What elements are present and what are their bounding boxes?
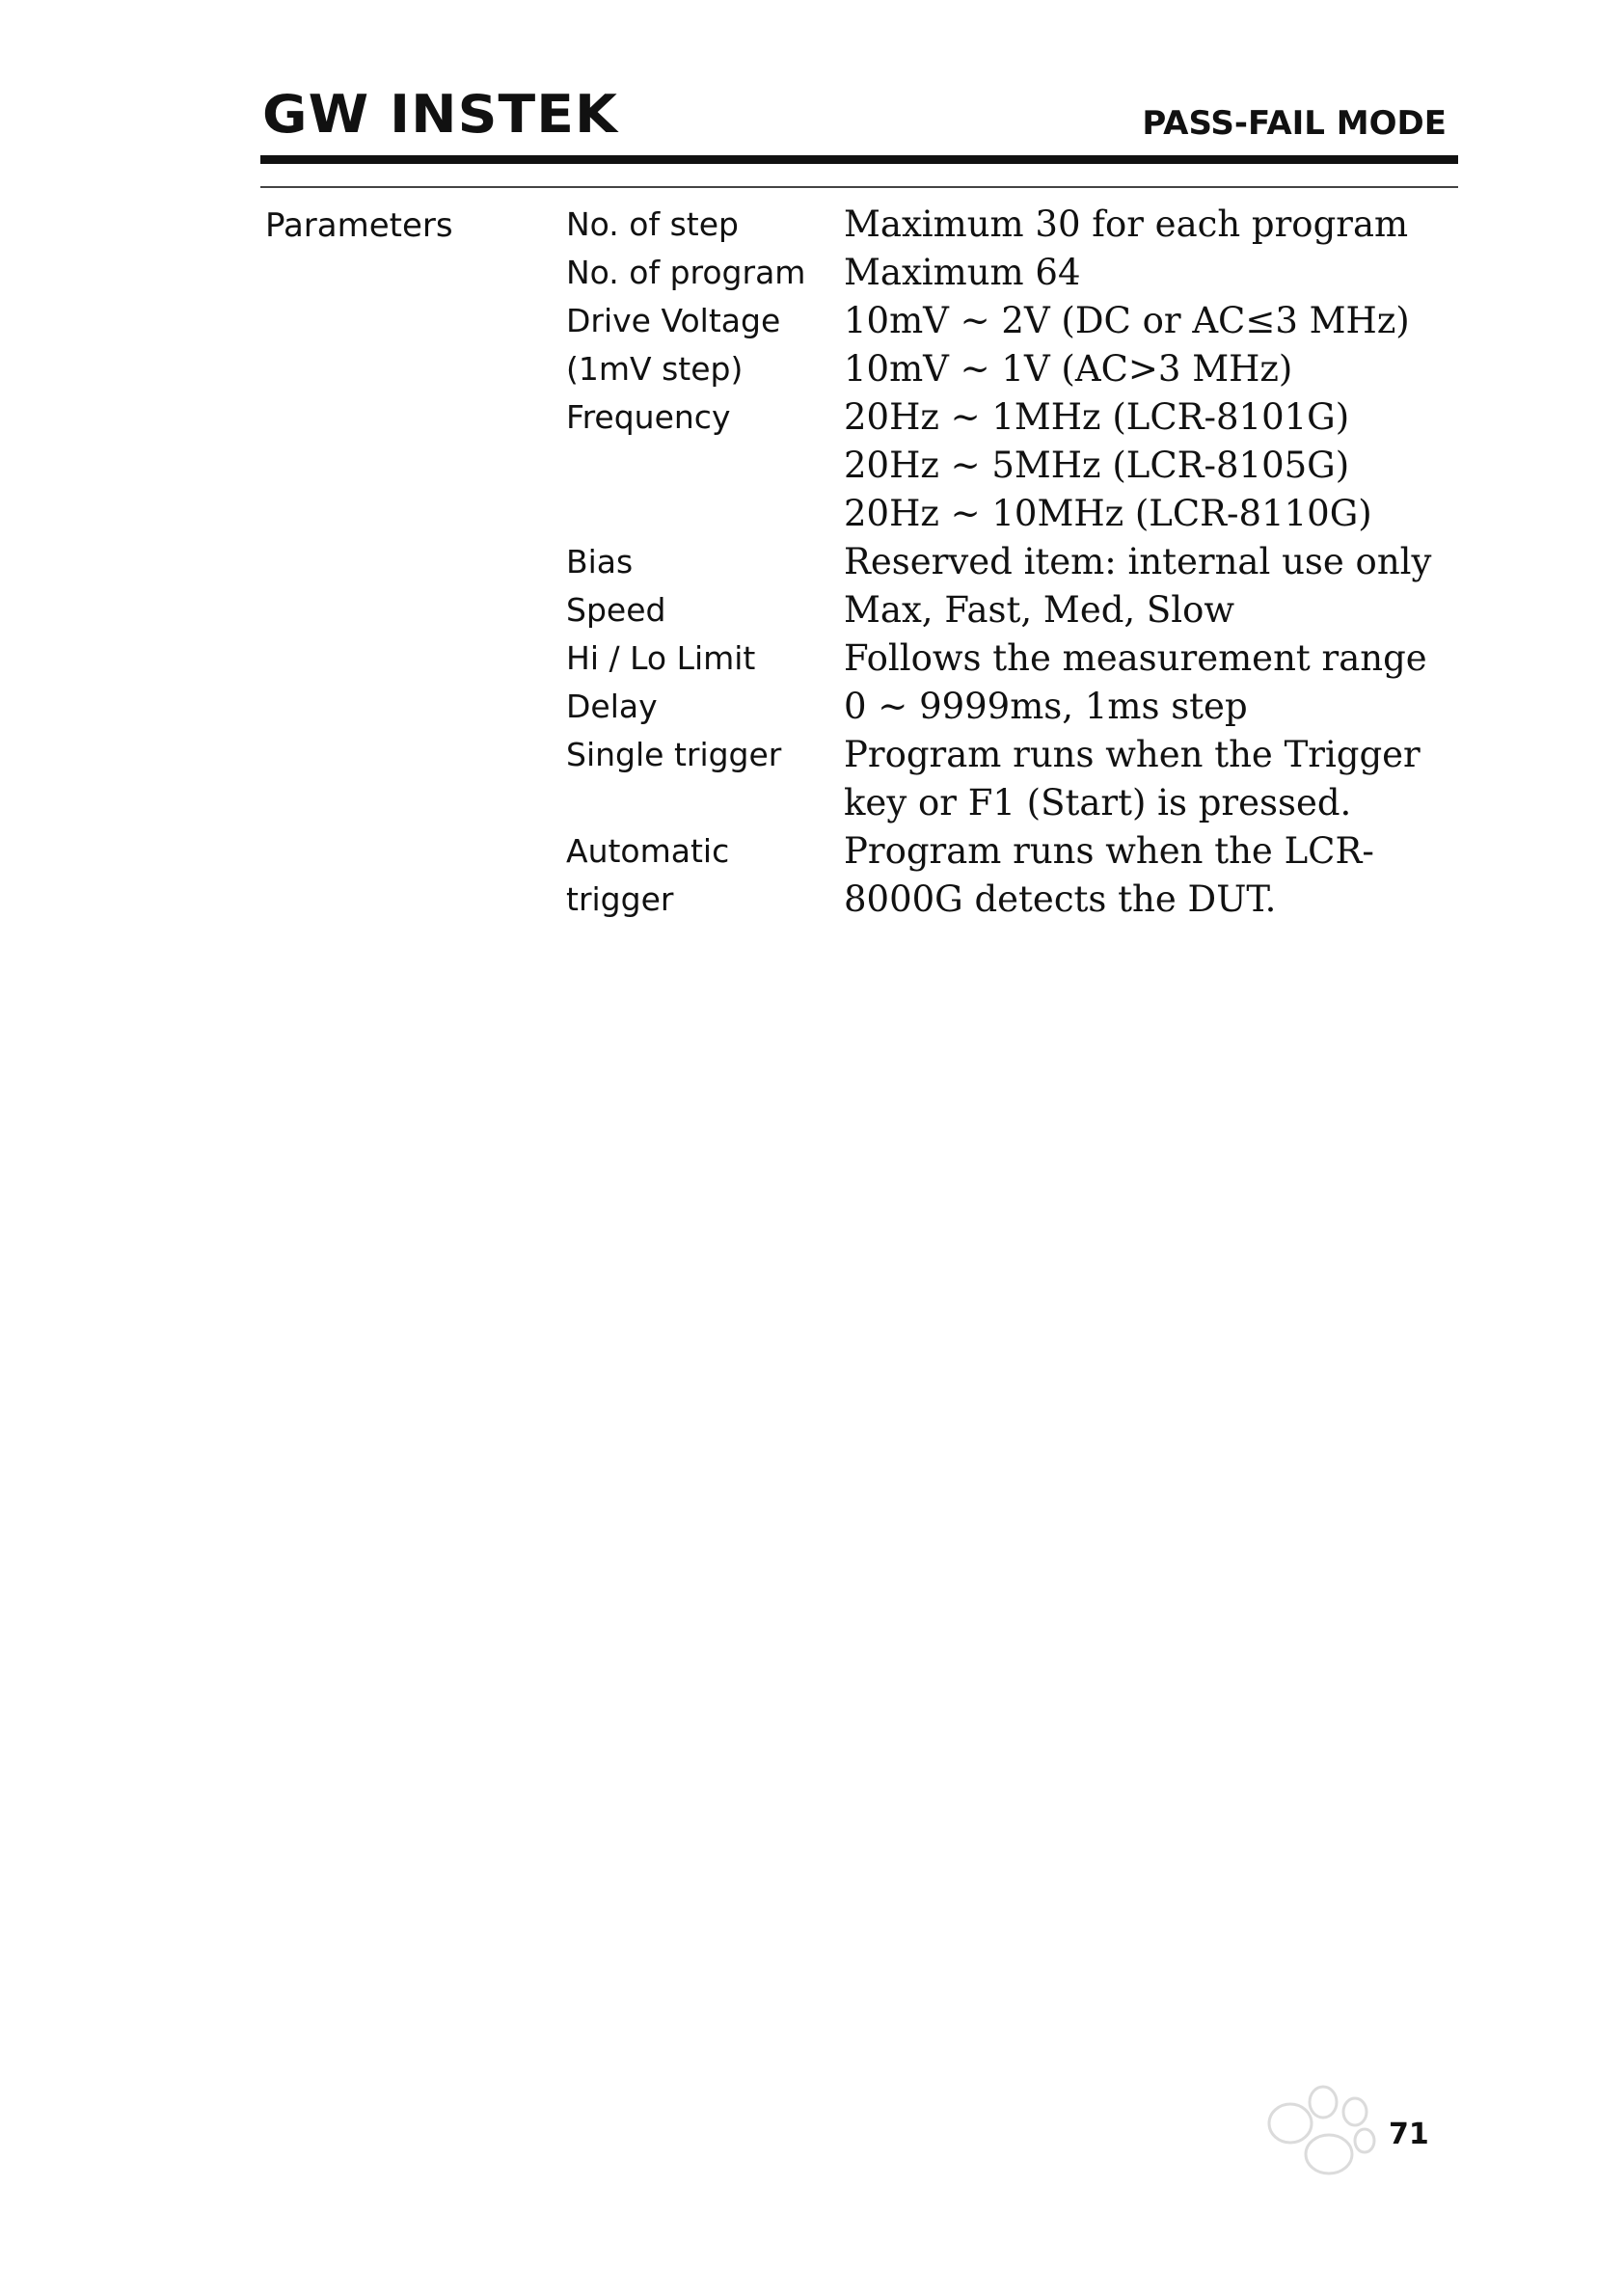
spec-label-line: Frequency — [566, 398, 731, 436]
spec-label-line: Bias — [566, 543, 634, 580]
spec-label — [566, 393, 844, 538]
spec-row — [566, 827, 1431, 924]
parameters-heading: Parameters — [265, 206, 453, 245]
spec-label — [566, 201, 844, 249]
spec-value-line: 8000G detects the DUT. — [844, 878, 1277, 920]
spec-label-line: No. of program — [566, 254, 806, 291]
gw-instek-logo: GW INSTEK — [262, 84, 619, 145]
spec-value-line: Reserved item: internal use only — [844, 541, 1432, 582]
page-number: 71 — [1389, 2118, 1429, 2151]
spec-value-line: Maximum 30 for each program — [844, 203, 1409, 245]
spec-label-line: Delay — [566, 688, 658, 725]
spec-value-line: 20Hz ~ 1MHz (LCR-8101G) — [844, 396, 1350, 438]
spec-label-line: (1mV step) — [566, 350, 744, 388]
spec-value — [844, 201, 1431, 249]
spec-value-line: Program runs when the Trigger — [844, 734, 1421, 775]
spec-label — [566, 634, 844, 683]
spec-label — [566, 683, 844, 731]
header-rule-thick — [260, 155, 1458, 164]
spec-row — [566, 201, 1431, 249]
header-rule-thin — [260, 186, 1458, 188]
spec-value-line: 0 ~ 9999ms, 1ms step — [844, 686, 1248, 727]
spec-value-line: 20Hz ~ 5MHz (LCR-8105G) — [844, 445, 1350, 486]
spec-value-line: 10mV ~ 2V (DC or AC≤3 MHz) — [844, 300, 1410, 341]
spec-row — [566, 731, 1431, 827]
spec-label — [566, 731, 844, 827]
spec-value-line: Program runs when the LCR- — [844, 830, 1374, 872]
spec-value-line: 20Hz ~ 10MHz (LCR-8110G) — [844, 493, 1372, 534]
spec-row — [566, 297, 1431, 393]
spec-value — [844, 538, 1431, 586]
spec-label-line: Speed — [566, 591, 666, 629]
spec-label-line: Hi / Lo Limit — [566, 639, 756, 677]
spec-value-line: Follows the measurement range — [844, 637, 1427, 679]
spec-label-line: No. of step — [566, 205, 739, 243]
spec-row — [566, 393, 1431, 538]
spec-value-line: Maximum 64 — [844, 252, 1081, 293]
spec-label — [566, 827, 844, 924]
spec-row — [566, 538, 1431, 586]
spec-label-line: trigger — [566, 880, 674, 918]
baidu-jingyan-watermark — [1157, 2073, 1562, 2266]
spec-value-line: Max, Fast, Med, Slow — [844, 589, 1235, 631]
spec-value-line: 10mV ~ 1V (AC>3 MHz) — [844, 348, 1293, 390]
spec-row — [566, 249, 1431, 297]
spec-value — [844, 586, 1431, 634]
spec-row — [566, 586, 1431, 634]
spec-value — [844, 393, 1431, 538]
parameters-spec-table — [566, 201, 1431, 924]
spec-label — [566, 297, 844, 393]
spec-value — [844, 249, 1431, 297]
spec-label — [566, 538, 844, 586]
spec-label-line: Automatic — [566, 832, 730, 870]
section-title: PASS-FAIL MODE — [1142, 104, 1447, 143]
spec-row — [566, 683, 1431, 731]
spec-value — [844, 634, 1431, 683]
spec-row — [566, 634, 1431, 683]
spec-value-line: key or F1 (Start) is pressed. — [844, 782, 1352, 824]
spec-label — [566, 586, 844, 634]
spec-label — [566, 249, 844, 297]
spec-label-line: Single trigger — [566, 736, 782, 773]
spec-label-line: Drive Voltage — [566, 302, 781, 339]
spec-value — [844, 297, 1431, 393]
spec-value — [844, 827, 1431, 924]
spec-value — [844, 683, 1431, 731]
spec-value — [844, 731, 1431, 827]
